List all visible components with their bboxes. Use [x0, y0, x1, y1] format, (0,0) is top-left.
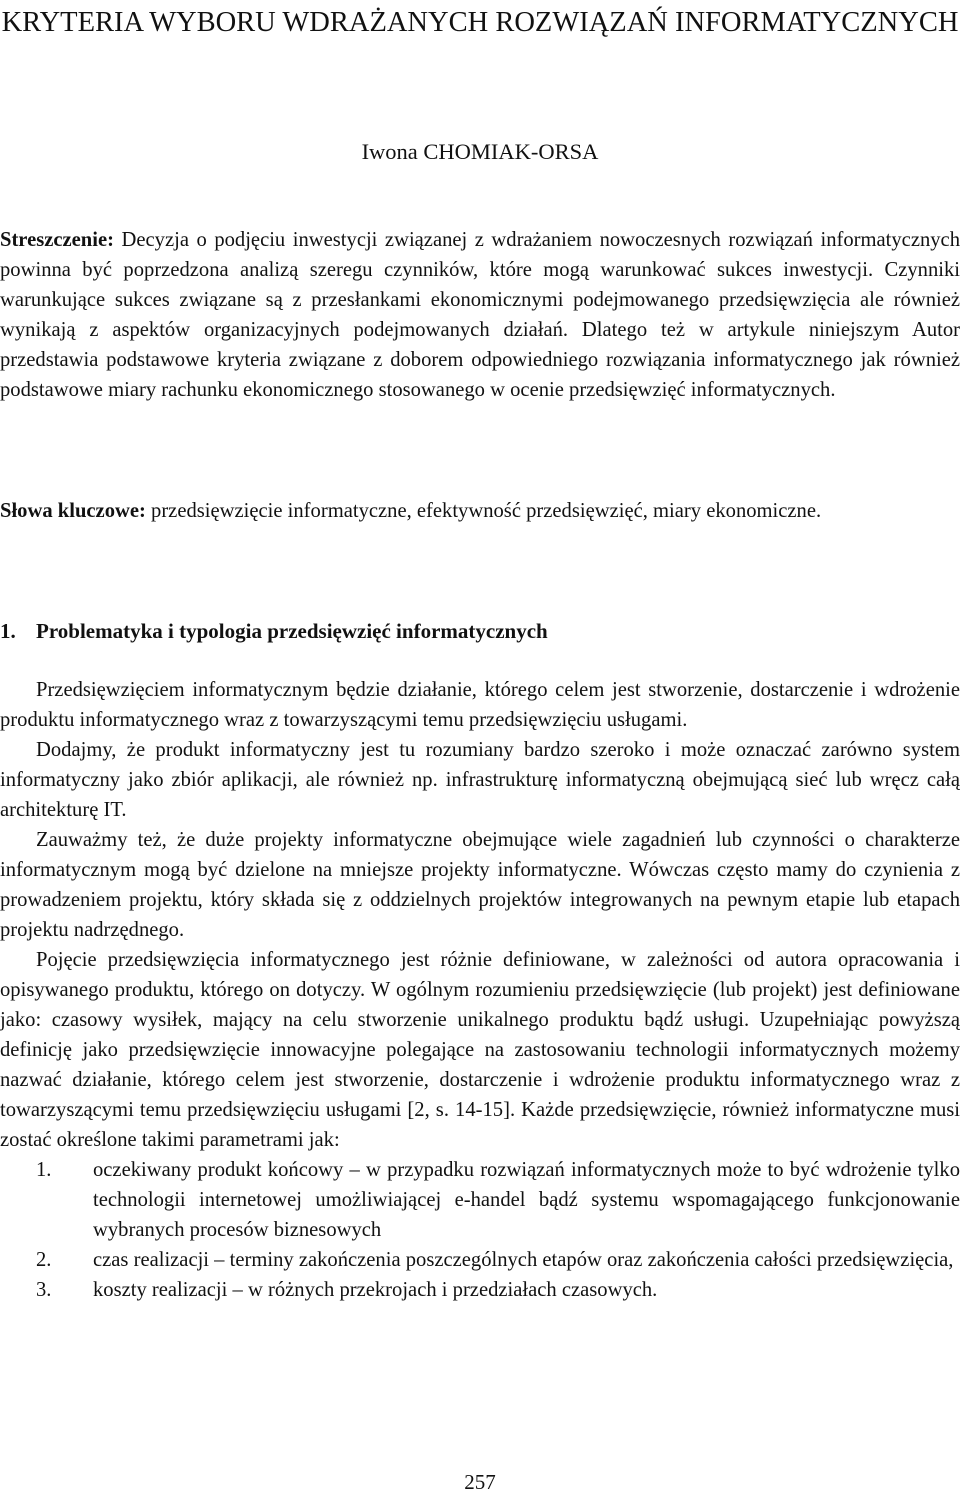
section-title: Problematyka i typologia przedsięwzięć informatycznych [36, 619, 548, 643]
list-item-marker: 3. [36, 1279, 52, 1301]
parameters-list [0, 1155, 960, 1305]
list-item-text: oczekiwany produkt końcowy – w przypadku rozwiązań informatycznych może to być wdrożenie tylko technologii internetowej umożliwiającej e-handel bądź systemu wspomagającego funkcjonowanie wybranych procesów biznesowych [93, 1159, 960, 1241]
keywords-text: przedsięwzięcie informatyczne, efektywność przedsięwzięć, miary ekonomiczne. [145, 500, 822, 522]
list-item [0, 1275, 960, 1305]
paragraph-3: Zauważmy też, że duże projekty informatyczne obejmujące wiele zagadnień lub czynności o charakterze informatycznym mogą być dzielone na mniejsze projekty informatyczne. Wówczas często mamy do czynienia z prowadzeniem projektu, który składa się z oddzielnych projektów integrowanych na pewnym etapie lub etapach projektu nadrzędnego. [0, 829, 960, 941]
paper-title: KRYTERIA WYBORU WDRAŻANYCH ROZWIĄZAŃ INFORMATYCZNYCH [1, 7, 959, 38]
list-item-marker: 2. [36, 1249, 52, 1271]
keywords [0, 496, 960, 526]
abstract-text: Decyzja o podjęciu inwestycji związanej z wdrażaniem nowoczesnych rozwiązań informatycznych powinna być poprzedzona analizą szeregu czynników, które mogą warunkować sukces inwestycji. Czynniki warunkujące sukces związane są z przesłankami ekonomicznymi podejmowanego przedsięwzięcia ale również wynikają z aspektów organizacyjnych podejmowanych działań. Dlatego też w artykule niniejszym Autor przedstawia podstawowe kryteria związane z doborem odpowiedniego rozwiązania informatycznego jak również podstawowe miary rachunku ekonomicznego stosowanego w ocenie przedsięwzięć informatycznych. [0, 229, 960, 401]
section-heading [0, 616, 960, 646]
section-body [0, 675, 960, 1305]
abstract-label: Streszczenie: [0, 229, 114, 251]
section-number: 1. [0, 619, 16, 643]
paragraph-2: Dodajmy, że produkt informatyczny jest tu rozumiany bardzo szeroko i może oznaczać zarówno system informatyczny jako zbiór aplikacji, ale również np. infrastrukturę informatyczną obejmującą sieć lub wręcz całą architekturę IT. [0, 739, 960, 821]
abstract [0, 225, 960, 405]
list-item-marker: 1. [36, 1159, 52, 1181]
page-number: 257 [464, 1470, 496, 1494]
list-item-text: czas realizacji – terminy zakończenia poszczególnych etapów oraz zakończenia całości przedsięwzięcia, [93, 1249, 954, 1271]
author-name: Iwona CHOMIAK-ORSA [361, 139, 599, 164]
paragraph-4: Pojęcie przedsięwzięcia informatycznego jest różnie definiowane, w zależności od autora opracowania i opisywanego produktu, którego on dotyczy. W ogólnym rozumieniu przedsięwzięcie (lub projekt) jest definiowane jako: czasowy wysiłek, mający na celu stworzenie unikalnego produktu bądź usługi. Uzupełniając powyższą definicję jako przedsięwzięcie innowacyjne polegające na zastosowaniu technologii informatycznych możemy nazwać działanie, którego celem jest stworzenie, dostarczenie i wdrożenie produktu informatycznego wraz z towarzyszącymi temu przedsięwzięciu usługami [2, s. 14-15]. Każde przedsięwzięcie, również informatyczne musi zostać określone takimi parametrami jak: [0, 949, 960, 1151]
list-item [0, 1155, 960, 1245]
list-item-text: koszty realizacji – w różnych przekrojach i przedziałach czasowych. [93, 1279, 658, 1301]
keywords-label: Słowa kluczowe: [0, 500, 146, 522]
paragraph-1: Przedsięwzięciem informatycznym będzie działanie, którego celem jest stworzenie, dostarczenie i wdrożenie produktu informatycznego wraz z towarzyszącymi temu przedsięwzięciu usługami. [0, 679, 960, 731]
list-item [0, 1245, 960, 1275]
